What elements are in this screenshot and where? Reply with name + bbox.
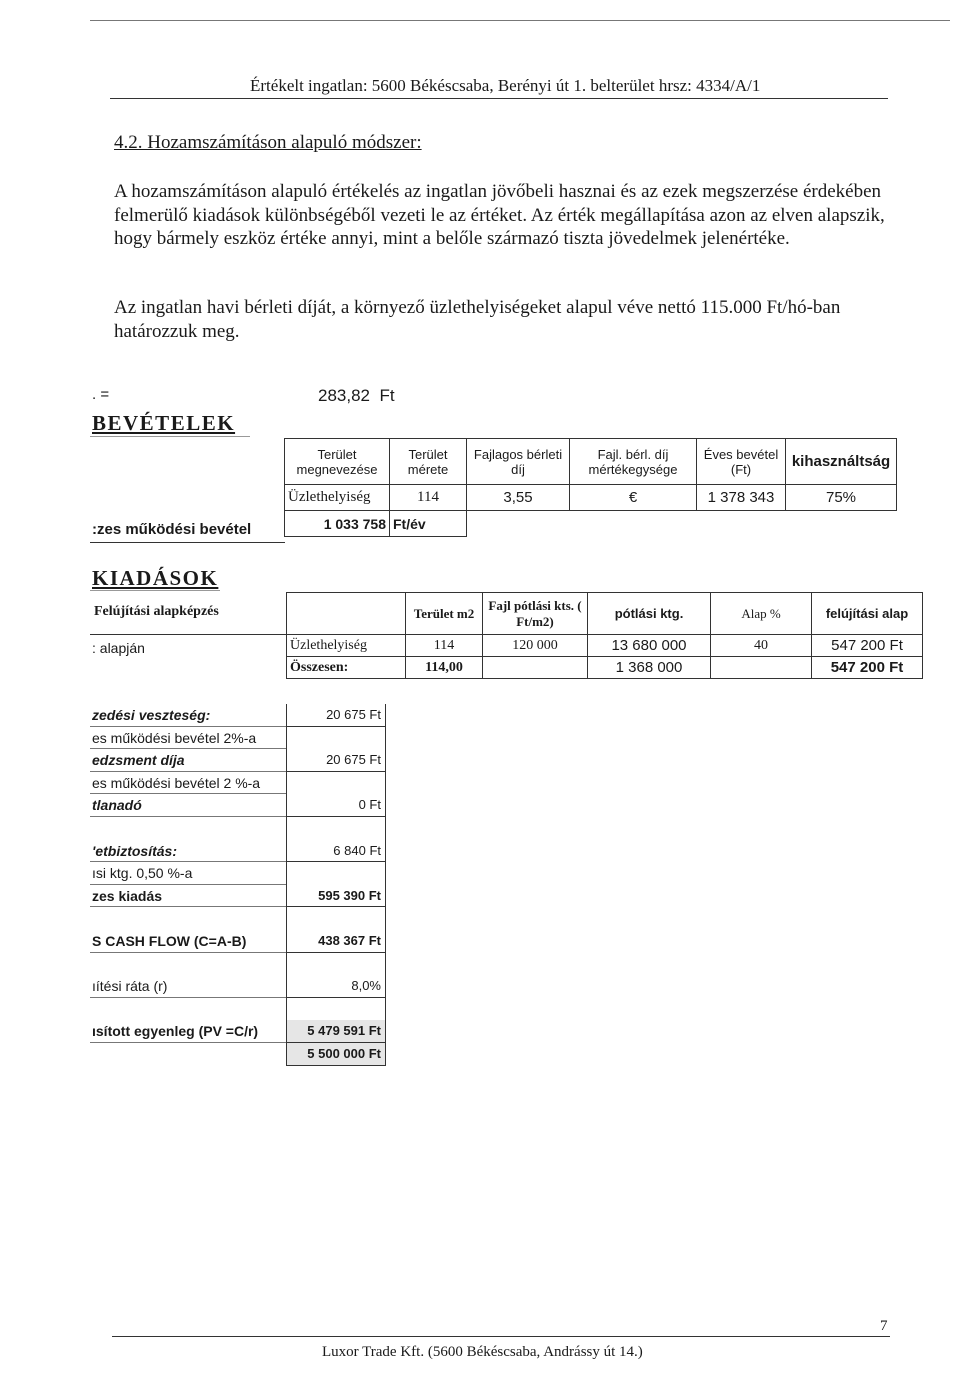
operation-label: zedési veszteség: bbox=[92, 707, 211, 723]
operation-value bbox=[286, 862, 386, 885]
operation-label: 'etbiztosítás: bbox=[92, 842, 178, 859]
operation-value: 20 675 Ft bbox=[286, 749, 386, 772]
operation-label: S CASH FLOW (C=A-B) bbox=[92, 933, 247, 949]
operation-label: ıítési ráta (r) bbox=[92, 978, 168, 995]
exp-col-replacement-cost: pótlási ktg. bbox=[588, 593, 711, 635]
operation-value: 20 675 Ft bbox=[286, 704, 386, 727]
cell-utilization: 75% bbox=[786, 485, 897, 511]
exp-cell-percent: 40 bbox=[711, 635, 812, 657]
operation-label-rule bbox=[90, 906, 286, 907]
operation-label-rule bbox=[90, 884, 286, 885]
operation-label-rule bbox=[90, 726, 286, 727]
operation-label: es működési bevétel 2 %-a bbox=[92, 774, 261, 791]
renewal-fund-label: Felújítási alapképzés bbox=[94, 604, 219, 619]
cell-annual-income: 1 378 343 bbox=[697, 485, 786, 511]
exp-total-renewal-fund: 547 200 Ft bbox=[812, 657, 923, 679]
cell-area-name: Üzlethelyiség bbox=[285, 485, 390, 511]
operation-value bbox=[286, 817, 386, 840]
page-number: 7 bbox=[880, 1318, 888, 1334]
operation-label-rule bbox=[90, 816, 286, 817]
rate-value: 283,82 bbox=[318, 386, 370, 405]
exp-col-unit-cost: Fajl pótlási kts. ( Ft/m2) bbox=[483, 593, 588, 635]
col-area-name: Terület megnevezése bbox=[285, 439, 390, 485]
operation-label-rule bbox=[90, 748, 286, 749]
document-footer: Luxor Trade Kft. (5600 Békéscsaba, Andrássy út 14.) bbox=[322, 1344, 643, 1360]
expense-label-rule bbox=[90, 634, 286, 635]
operation-value bbox=[286, 727, 386, 750]
operation-value: 6 840 Ft bbox=[286, 840, 386, 863]
exp-total-percent bbox=[711, 657, 812, 679]
operation-label-rule bbox=[90, 793, 286, 794]
header-divider bbox=[110, 98, 888, 99]
income-table bbox=[284, 438, 897, 537]
operation-label: edzsment díja bbox=[92, 752, 185, 769]
exp-cell-renewal-fund: 547 200 Ft bbox=[812, 635, 923, 657]
operation-value bbox=[286, 772, 386, 795]
income-total-rule bbox=[90, 542, 285, 543]
operation-value: 0 Ft bbox=[286, 794, 386, 817]
operation-value: 5 500 000 Ft bbox=[286, 1043, 386, 1066]
income-total-label: :zes működési bevétel bbox=[92, 521, 252, 538]
exp-col-name bbox=[287, 593, 406, 635]
operation-value bbox=[286, 953, 386, 976]
operation-label: ısított egyenleg (PV =C/r) bbox=[92, 1023, 259, 1040]
operation-label: tlanadó bbox=[92, 797, 142, 814]
exchange-rate bbox=[318, 386, 395, 406]
income-section-title: BEVÉTELEK bbox=[92, 411, 236, 435]
footer-divider bbox=[112, 1336, 890, 1337]
exp-cell-area: 114 bbox=[406, 635, 483, 657]
exp-cell-name: Üzlethelyiség bbox=[287, 635, 406, 657]
expense-table bbox=[286, 592, 923, 679]
income-table-row bbox=[285, 485, 897, 511]
exp-cell-unit-cost: 120 000 bbox=[483, 635, 588, 657]
operation-label: ısi ktg. 0,50 %-a bbox=[92, 865, 193, 882]
income-total-row bbox=[285, 511, 897, 537]
operation-label-rule bbox=[90, 1042, 286, 1043]
document-header: Értékelt ingatlan: 5600 Békéscsaba, Berényi út 1. belterület hrsz: 4334/A/1 bbox=[250, 76, 761, 95]
exp-cell-replacement-cost: 13 680 000 bbox=[588, 635, 711, 657]
expense-title-rule bbox=[90, 590, 220, 591]
rate-unit: Ft bbox=[379, 386, 395, 405]
expense-total-row bbox=[287, 657, 923, 679]
col-unit-rent: Fajlagos bérleti díj bbox=[467, 439, 570, 485]
income-total-value: 1 033 758 bbox=[285, 511, 390, 537]
operation-label: zes kiadás bbox=[92, 887, 163, 904]
paragraph-method: A hozamszámításon alapuló értékelés az ingatlan jövőbeli hasznai és az ezek megszerzése érdekében felmerülő kiadások különbségéből vezeti le az értéket. Az érték megállapítása azon az elven alapszik, hogy bármely eszköz értéke annyi, mint a belőle származó tiszta jövedelmek jelenértéke. bbox=[114, 181, 885, 249]
exp-total-area: 114,00 bbox=[406, 657, 483, 679]
operation-label-rule bbox=[90, 997, 286, 998]
exp-total-replacement-cost: 1 368 000 bbox=[588, 657, 711, 679]
col-utilization: kihasználtság bbox=[786, 439, 897, 485]
exp-total-unit-cost bbox=[483, 657, 588, 679]
operation-value bbox=[286, 998, 386, 1021]
exp-col-percent: Alap % bbox=[711, 593, 812, 635]
operation-label-rule bbox=[90, 952, 286, 953]
operation-label: es működési bevétel 2%-a bbox=[92, 729, 257, 746]
operation-value: 438 367 Ft bbox=[286, 930, 386, 953]
renewal-basis-label: : alapján bbox=[92, 640, 145, 656]
operation-value bbox=[286, 907, 386, 930]
exp-col-area: Terület m2 bbox=[406, 593, 483, 635]
operation-value: 8,0% bbox=[286, 975, 386, 998]
operation-value: 5 479 591 Ft bbox=[286, 1020, 386, 1043]
income-total-unit: Ft/év bbox=[390, 511, 467, 537]
rate-prefix: . = bbox=[92, 386, 110, 403]
expense-table-row bbox=[287, 635, 923, 657]
section-title: 4.2. Hozamszámításon alapuló módszer: bbox=[114, 132, 422, 153]
income-title-rule bbox=[90, 436, 250, 437]
top-edge-line bbox=[90, 20, 950, 21]
income-table-header bbox=[285, 439, 897, 485]
cell-rent-unit: € bbox=[570, 485, 697, 511]
col-area-size: Terület mérete bbox=[390, 439, 467, 485]
cell-unit-rent: 3,55 bbox=[467, 485, 570, 511]
exp-total-label: Összesen: bbox=[287, 657, 406, 679]
expense-section-title: KIADÁSOK bbox=[92, 566, 219, 590]
col-rent-unit: Fajl. bérl. díj mértékegysége bbox=[570, 439, 697, 485]
operation-label-rule bbox=[90, 861, 286, 862]
operation-label-rule bbox=[90, 771, 286, 772]
cell-area-size: 114 bbox=[390, 485, 467, 511]
operation-value: 595 390 Ft bbox=[286, 885, 386, 908]
paragraph-rent: Az ingatlan havi bérleti díját, a környező üzlethelyiségeket alapul véve nettó 115.000 Ft/hó-ban határozzuk meg. bbox=[114, 297, 841, 342]
exp-col-renewal-fund: felújítási alap bbox=[812, 593, 923, 635]
col-annual-income: Éves bevétel (Ft) bbox=[697, 439, 786, 485]
expense-table-header bbox=[287, 593, 923, 635]
